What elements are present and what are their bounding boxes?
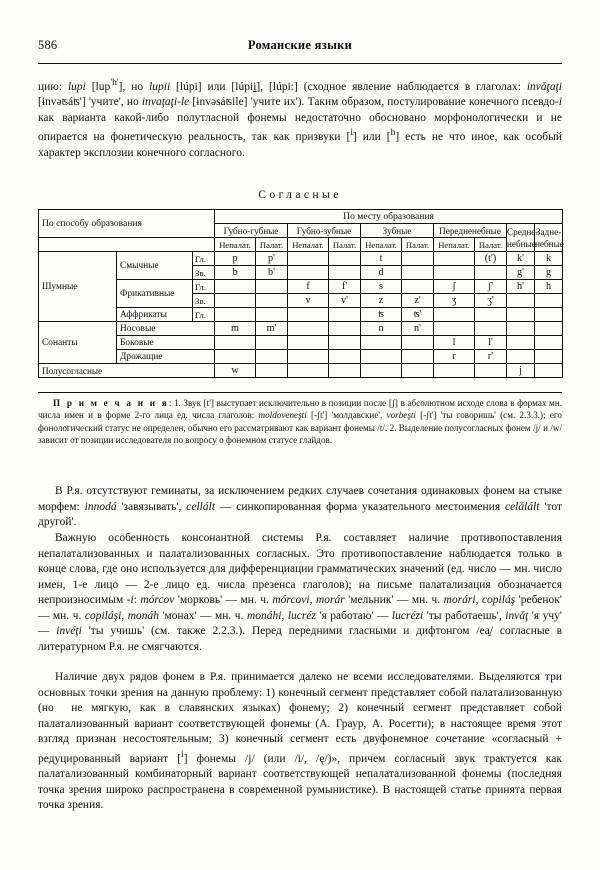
- cell-sv-7: [475, 364, 507, 378]
- cell-affr-8: [507, 308, 535, 322]
- voicing-voiceless-affr: Гл.: [193, 308, 215, 322]
- subhead-pal-4: Палат.: [475, 238, 507, 252]
- manner-stops: Смычные: [117, 252, 193, 280]
- table-row-nasals: [39, 322, 563, 336]
- cell-stop-vl-4: t: [361, 252, 402, 266]
- cell-affr-9: [535, 308, 563, 322]
- cell-stop-vl-0: p: [215, 252, 256, 266]
- cell-fric-vl-0: [215, 280, 256, 294]
- subhead-nonpal-3: Непалат.: [361, 238, 402, 252]
- subhead-nonpal-4: Непалат.: [434, 238, 475, 252]
- cell-fric-vd-9: [535, 294, 563, 308]
- cell-fric-vl-7: ʃ': [475, 280, 507, 294]
- paragraph-block-4: [38, 670, 562, 814]
- cell-stop-vl-9: k: [535, 252, 563, 266]
- manner-affricates: Аффрикаты: [117, 308, 193, 322]
- cell-nasal-6: [434, 322, 475, 336]
- table-row-stops-voiceless: [39, 252, 563, 266]
- voicing-voiced-fric: Зв.: [193, 294, 215, 308]
- table-row-fric-voiceless: [39, 280, 563, 294]
- paragraph-block-2: [38, 484, 562, 531]
- cell-fric-vl-2: f: [288, 280, 329, 294]
- corner-label: По способу образования: [39, 210, 215, 238]
- cell-tr-0: [215, 350, 256, 364]
- cell-tr-2: [288, 350, 329, 364]
- manner-trills: Дрожащие: [117, 350, 215, 364]
- cell-stop-vd-3: [329, 266, 361, 280]
- cell-fric-vd-1: [256, 294, 288, 308]
- cell-lat-7: l': [475, 336, 507, 350]
- place-mediopalatal-line2: небные: [507, 238, 536, 249]
- cell-fric-vd-6: ʒ: [434, 294, 475, 308]
- cell-affr-6: [434, 308, 475, 322]
- page-number: 586: [38, 38, 58, 52]
- cell-stop-vl-8: k': [507, 252, 535, 266]
- cell-tr-8: [507, 350, 535, 364]
- cell-stop-vd-2: [288, 266, 329, 280]
- cell-fric-vl-1: [256, 280, 288, 294]
- cell-fric-vd-0: [215, 294, 256, 308]
- cell-stop-vd-4: d: [361, 266, 402, 280]
- voicing-voiced-stops: Зв.: [193, 266, 215, 280]
- paragraph-2: В Р.я. отсутствуют геминаты, за исключением редких случаев сочетания одинаковых фонем на стыке морфем: innodá 'завязывать', cellált — синкопированная форма указательного местоимения celălált 'тот другой'.: [38, 485, 562, 529]
- cell-affr-7: [475, 308, 507, 322]
- cell-stop-vd-7: [475, 266, 507, 280]
- cell-lat-6: l: [434, 336, 475, 350]
- cell-nasal-2: [288, 322, 329, 336]
- cell-sv-0: w: [215, 364, 256, 378]
- place-prepalatal: Передненебные: [434, 224, 507, 238]
- cell-stop-vd-8: g': [507, 266, 535, 280]
- cell-tr-7: r': [475, 350, 507, 364]
- place-velar-line2: небные: [535, 238, 564, 249]
- paragraph-block-3: [38, 531, 562, 655]
- cell-affr-1: [256, 308, 288, 322]
- table-head-row-1: [39, 210, 563, 224]
- consonant-table: [38, 209, 563, 378]
- running-head-title: Романские языки: [247, 38, 353, 52]
- cell-affr-0: [215, 308, 256, 322]
- cell-fric-vd-7: ʒ': [475, 294, 507, 308]
- voicing-voiceless-stops: Гл.: [193, 252, 215, 266]
- cell-affr-3: [329, 308, 361, 322]
- cell-lat-9: [535, 336, 563, 350]
- cell-sv-1: [256, 364, 288, 378]
- running-head: [38, 38, 562, 60]
- paragraph-1: цию: lupi [lup$^{'h'}$], но lupii [lúpi] или [lúpii], [lúpi:] (сходное явление наблюдается в глаголах: invăţaţi [ɨnvəʦáʦ'] 'учите', но invaţaţi-le [ɨnvəsáʦile] 'учите их'). Таким образом, постулирование конечного псевдо-i как варианта какой-либо полутласной фонемы недостаточно обосновано морфонологически и не опирается на фонетическую реальность, так как призвуки [$^i$] или [$^h$] есть не что иное, как особый характер эксплозии конечного согласного.: [38, 78, 563, 159]
- consonant-table-body: [39, 210, 563, 378]
- notes-block: [38, 397, 562, 446]
- cell-sv-8: j: [507, 364, 535, 378]
- cell-nasal-3: [329, 322, 361, 336]
- place-dental: Зубные: [361, 224, 434, 238]
- cell-fric-vd-4: z: [361, 294, 402, 308]
- cell-nasal-7: [475, 322, 507, 336]
- place-labiodental: Губно-зубные: [288, 224, 361, 238]
- cell-tr-6: r: [434, 350, 475, 364]
- cell-stop-vd-0: b: [215, 266, 256, 280]
- subhead-pal-3: Палат.: [402, 238, 434, 252]
- voicing-voiceless-fric: Гл.: [193, 280, 215, 294]
- table-row-affricates: [39, 308, 563, 322]
- consonant-table-wrapper: [38, 209, 562, 378]
- cell-stop-vd-6: [434, 266, 475, 280]
- cell-sv-5: [402, 364, 434, 378]
- cell-affr-5: ʦ': [402, 308, 434, 322]
- paragraph-3: Важную особенность консонантной системы Р.я. составляет наличие противопоставления непалатализованных и палатализованных согласных. Это противопоставление наблюдается только в конце слова, где оно используется для дифференциации грамматических значений (ед. число — мн. число имен, 1-е лицо — 2-е лицо ед. числа презенса глаголов); на письме палатализация обозначается непроизносимым -i: mórcov 'морковь' — мн. ч. mórcovi, morár 'мельник' — мн. ч. morári, copiláş 'ребенок' — мн. ч. copiláşi, monáh 'монах' — мн. ч. monáhi, lucréz 'я работаю' — lucrézi 'ты работаешь', invăţ 'я учу' — invéţi 'ты учишь' (см. также 2.2.3.). Перед передними гласными и дифтонгом /ea̯/ согласные в литературном Р.я. не смягчаются.: [38, 532, 563, 653]
- cell-tr-4: [361, 350, 402, 364]
- cell-fric-vd-8: [507, 294, 535, 308]
- subhead-nonpal-2: Непалат.: [288, 238, 329, 252]
- cell-sv-9: [535, 364, 563, 378]
- cell-stop-vl-5: [402, 252, 434, 266]
- place-mediopalatal: [507, 224, 539, 252]
- cell-tr-3: [329, 350, 361, 364]
- cell-tr-9: [535, 350, 563, 364]
- cell-sv-2: [288, 364, 329, 378]
- note-text: : 1. Звук [t'] выступает исключительно в позиции после [ʃ] в абсолютном исходе слова в формах мн. числа имен и в форме 2-го лица ед. числа глаголов: moldoveneşti [-ʃt'] 'молдавские', vorbeşti [-ʃt'] 'ты говоришь' (см. 2.3.3.); его фонологический статус не определен, обычно его рассматривают как вариант фонемы /t/. 2. Выделение полусогласных фонем /j/ и /w/ зависит от позиции исследователя по вопросу о фонемном статусе глайдов.: [38, 398, 562, 445]
- cell-lat-4: [361, 336, 402, 350]
- paragraph-block-top: [38, 76, 562, 161]
- table-row-laterals: [39, 336, 563, 350]
- note-paragraph: [38, 397, 562, 446]
- cell-sv-3: [329, 364, 361, 378]
- note-rule: [38, 392, 562, 393]
- cell-nasal-1: m': [256, 322, 288, 336]
- subhead-pal-2: Палат.: [329, 238, 361, 252]
- cell-sv-4: [361, 364, 402, 378]
- cell-fric-vl-8: h': [507, 280, 535, 294]
- cell-fric-vl-6: ʃ: [434, 280, 475, 294]
- cell-lat-0: [215, 336, 256, 350]
- cell-stop-vl-2: [288, 252, 329, 266]
- cell-nasal-9: [535, 322, 563, 336]
- group-sonorants: Сонанты: [39, 322, 117, 364]
- group-obstruents: Шумные: [39, 252, 117, 322]
- manner-semivowels: Полусогласные: [39, 364, 215, 378]
- cell-stop-vd-9: g: [535, 266, 563, 280]
- subhead-nonpal-1: Непалат.: [215, 238, 256, 252]
- manner-fricatives: Фрикативные: [117, 280, 193, 308]
- cell-lat-5: [402, 336, 434, 350]
- cell-fric-vl-5: [402, 280, 434, 294]
- cell-tr-1: [256, 350, 288, 364]
- cell-stop-vd-5: [402, 266, 434, 280]
- cell-lat-2: [288, 336, 329, 350]
- paragraph-4: Наличие двух рядов фонем в Р.я. принимается далеко не всеми исследователями. Выделяются три основных точки зрения на данную проблему: 1) конечный сегмент представляет собой палатализованную (но не мягкую, как в славянских языках) фонему; 2) конечный сегмент представляет собой палатализованный вариант соответствующей фонемы (А. Граур, А. Росетти); в настоящее время этот взгляд признан несостоятельным; 3) конечный сегмент есть двуфонемное сочетание «согласный + редуцированный вариант [$^i$] фонемы /j/ (или /i/, /ę/)», причем согласный звук трактуется как палатализованный комбинаторный вариант соответствующей непалатализованной фонемы (последняя точка зрения широко распространена в современной румынистике). В настоящей статье принята первая точка зрения.: [38, 671, 562, 812]
- section-title: Согласные: [258, 188, 342, 201]
- cell-stop-vl-7: (t'): [475, 252, 507, 266]
- cell-stop-vl-3: [329, 252, 361, 266]
- manner-nasals: Носовые: [117, 322, 215, 336]
- cell-affr-4: ʦ: [361, 308, 402, 322]
- cell-stop-vd-1: b': [256, 266, 288, 280]
- table-head-row-3: [39, 238, 563, 252]
- cell-lat-8: [507, 336, 535, 350]
- place-velar: [535, 224, 563, 252]
- place-mediopalatal-line1: Средне-: [507, 226, 539, 237]
- cell-lat-3: [329, 336, 361, 350]
- cell-fric-vl-3: f': [329, 280, 361, 294]
- cell-tr-5: [402, 350, 434, 364]
- manner-laterals: Боковые: [117, 336, 215, 350]
- place-velar-line1: Задне-: [535, 226, 562, 237]
- cell-sv-6: [434, 364, 475, 378]
- cell-fric-vd-3: v': [329, 294, 361, 308]
- cell-fric-vd-5: z': [402, 294, 434, 308]
- cell-fric-vl-4: s: [361, 280, 402, 294]
- corner-spacer: [39, 238, 215, 252]
- subhead-pal-1: Палат.: [256, 238, 288, 252]
- cell-fric-vd-2: v: [288, 294, 329, 308]
- cell-lat-1: [256, 336, 288, 350]
- header-rule: [38, 63, 562, 64]
- table-row-semivowels: [39, 364, 563, 378]
- cell-stop-vl-1: p': [256, 252, 288, 266]
- cell-fric-vl-9: h: [535, 280, 563, 294]
- cell-nasal-4: n: [361, 322, 402, 336]
- cell-stop-vl-6: [434, 252, 475, 266]
- table-row-trills: [39, 350, 563, 364]
- cell-nasal-5: n': [402, 322, 434, 336]
- cell-nasal-8: [507, 322, 535, 336]
- place-of-articulation-header: По месту образования: [215, 210, 563, 224]
- cell-affr-2: [288, 308, 329, 322]
- place-labial: Губно-губные: [215, 224, 288, 238]
- note-label: П р и м е ч а н и я: [53, 398, 169, 408]
- cell-nasal-0: m: [215, 322, 256, 336]
